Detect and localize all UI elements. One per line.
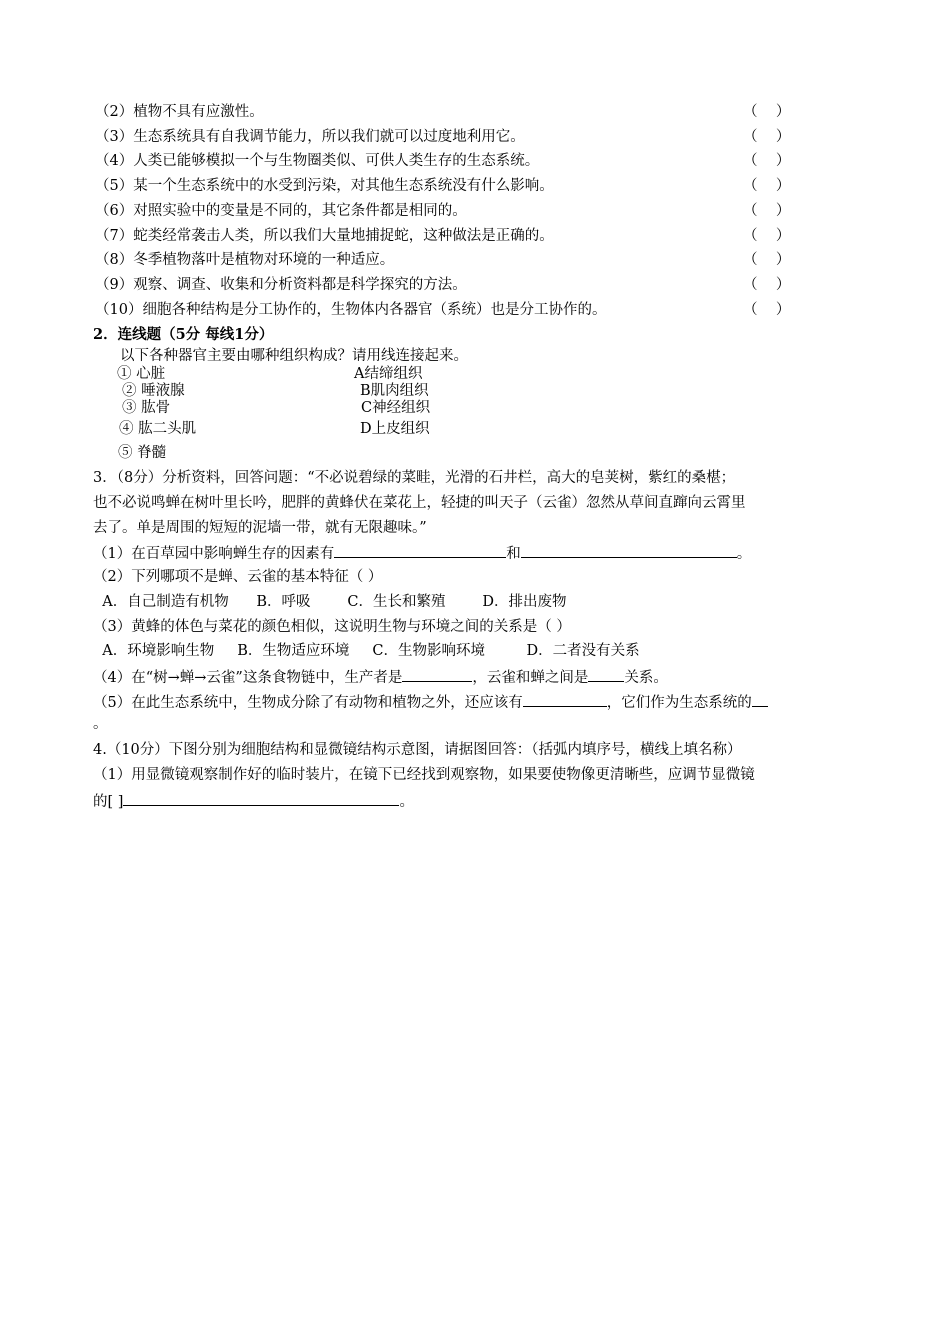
judge-item-7: （7）蛇类经常袭击人类，所以我们大量地捕捉蛇，这种做法是正确的。	[95, 228, 554, 244]
answer-paren-2: （ ）	[743, 104, 791, 120]
blank-role[interactable]	[752, 691, 768, 707]
answer-paren-6: （ ）	[743, 203, 791, 219]
blank-relationship[interactable]	[588, 666, 624, 682]
answer-paren-10: （ ）	[743, 302, 791, 318]
q3-intro-line-3: 去了。单是周围的短短的泥墙一带，就有无限趣味。”	[93, 520, 427, 536]
answer-paren-4: （ ）	[743, 153, 791, 169]
tissue-nerve: C神经组织	[361, 400, 431, 416]
judge-item-8: （8）冬季植物落叶是植物对环境的一种适应。	[95, 252, 395, 268]
q2-instruction: 以下各种器官主要由哪种组织构成？请用线连接起来。	[120, 348, 468, 364]
organ-salivary-gland: ② 唾液腺	[122, 383, 185, 399]
organ-spinal-cord: ⑤ 脊髓	[118, 445, 167, 461]
blank-producer[interactable]	[402, 666, 472, 682]
blank-factor-2[interactable]	[521, 542, 737, 558]
organ-biceps: ④ 肱二头肌	[119, 421, 197, 437]
answer-paren-8: （ ）	[743, 252, 791, 268]
organ-heart: ① 心脏	[117, 366, 166, 382]
q3-sub-5-text-a: （5）在此生态系统中，生物成分除了有动物和植物之外，还应该有	[93, 695, 523, 711]
q3-sub-5-text-b: ，它们作为生态系统的	[606, 695, 752, 711]
judge-item-10: （10）细胞各种结构是分工协作的，生物体内各器官（系统）也是分工协作的。	[95, 302, 607, 318]
judge-item-4: （4）人类已能够模拟一个与生物圈类似、可供人类生存的生态系统。	[95, 153, 540, 169]
judge-item-6: （6）对照实验中的变量是不同的，其它条件都是相同的。	[95, 203, 467, 219]
tissue-muscle: B肌肉组织	[360, 383, 429, 399]
q3-sub-2: （2）下列哪项不是蝉、云雀的基本特征（ ）	[93, 569, 383, 585]
answer-paren-5: （ ）	[743, 178, 791, 194]
answer-paren-3: （ ）	[743, 129, 791, 145]
q3-sub-3-options: A．环境影响生物 B．生物适应环境 C．生物影响环境 D．二者没有关系	[93, 643, 640, 659]
q3-sub-3: （3）黄蜂的体色与菜花的颜色相似，这说明生物与环境之间的关系是（ ）	[93, 619, 571, 635]
tissue-epithelial: D上皮组织	[360, 421, 430, 437]
organ-humerus: ③ 肱骨	[122, 400, 171, 416]
answer-paren-9: （ ）	[743, 277, 791, 293]
q3-sub-1	[93, 542, 751, 564]
q3-sub-4	[93, 666, 668, 688]
blank-factor-1[interactable]	[334, 542, 506, 558]
q3-sub-4-text-b: ，云雀和蝉之间是	[472, 670, 589, 686]
q3-sub-1-text-b: 和	[506, 546, 521, 562]
q4-sub-1-text-a: 的[ ]	[93, 794, 124, 810]
q3-sub-4-text-c: 关系。	[624, 670, 668, 686]
blank-decomposer[interactable]	[523, 691, 607, 707]
q4-sub-1-text-c: 。	[399, 794, 414, 810]
q3-intro-line-2: 也不必说鸣蝉在树叶里长吟，肥胖的黄蜂伏在菜花上，轻捷的叫天子（云雀）忽然从草间直蹿向云霄里	[93, 495, 746, 511]
q3-sub-1-text-a: （1）在百草园中影响蝉生存的因素有	[93, 546, 335, 562]
blank-microscope-part[interactable]	[123, 790, 399, 806]
q3-sub-5	[93, 691, 768, 713]
q3-sub-2-options: A．自己制造有机物 B．呼吸 C．生长和繁殖 D．排出废物	[93, 594, 567, 610]
q4-sub-1-line-1: （1）用显微镜观察制作好的临时装片，在镜下已经找到观察物，如果要使物像更清晰些，应调节显微镜	[93, 767, 755, 783]
q2-title: 2．连线题（5分 每线1分）	[93, 326, 274, 343]
q4-sub-1-line-2	[93, 790, 414, 812]
judge-item-5: （5）某一个生态系统中的水受到污染，对其他生态系统没有什么影响。	[95, 178, 554, 194]
q3-sub-1-text-c: 。	[736, 546, 752, 562]
judge-item-2: （2）植物不具有应激性。	[95, 104, 264, 120]
q3-intro-line-1: 3．（8分）分析资料，回答问题：“不必说碧绿的菜畦，光滑的石井栏，高大的皂荚树，紫红的桑椹；	[93, 470, 736, 486]
tissue-connective: A结缔组织	[354, 366, 423, 382]
q3-sub-4-text-a: （4）在“树→蝉→云雀”这条食物链中，生产者是	[93, 670, 403, 686]
judge-item-3: （3）生态系统具有自我调节能力，所以我们就可以过度地利用它。	[95, 129, 525, 145]
q3-sub-5-end: 。	[93, 716, 108, 732]
q4-intro: 4.（10分）下图分别为细胞结构和显微镜结构示意图，请据图回答：（括弧内填序号，横线上填名称）	[93, 742, 742, 758]
judge-item-9: （9）观察、调查、收集和分析资料都是科学探究的方法。	[95, 277, 467, 293]
answer-paren-7: （ ）	[743, 228, 791, 244]
